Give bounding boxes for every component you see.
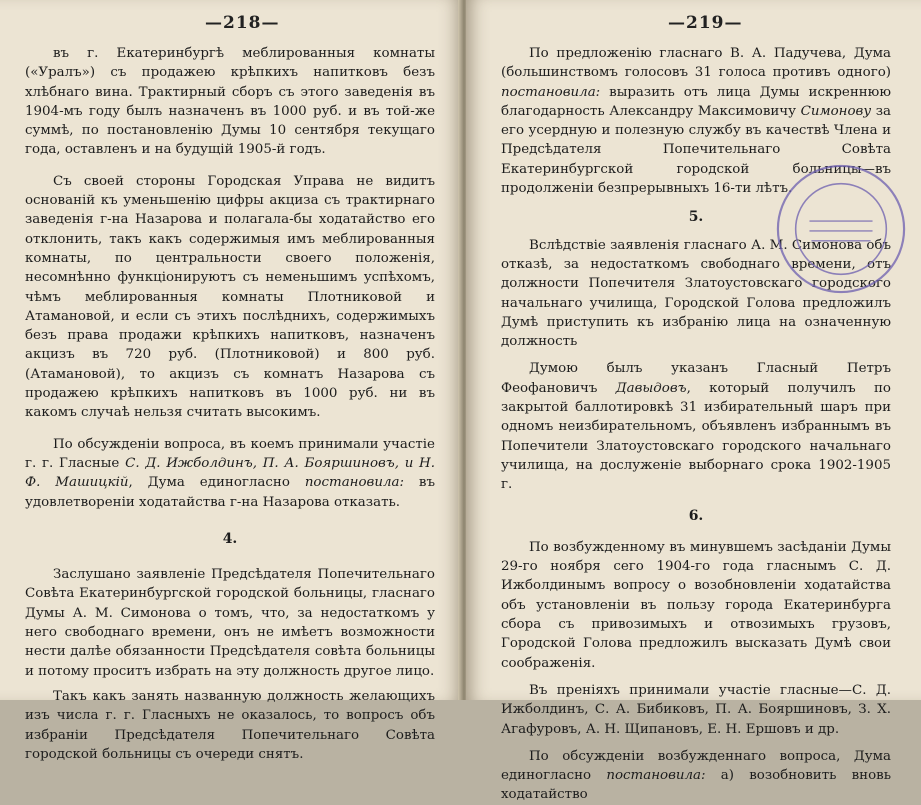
text-block [25,44,435,512]
page-number: —219— [668,13,743,33]
text-run: за его усердную и полезную службу въ качествѣ Члена и Предсѣдателя Попечительнаго Совѣта Екатеринбургской городской больницы—въ продолженіи безпрерывныхъ 16-ти лѣтъ. [501,103,891,197]
text-run: въ г. Екатеринбургѣ меблированныя комнаты («Уралъ») съ продажею крѣпкихъ напитковъ безъ хлѣбнаго вина. Трактирный сборъ съ этого заведенія въ 1904-мъ году былъ назначенъ въ 1000 руб. и въ той-же суммѣ, по постановленію Думы 10 сентября текущаго года, оставленъ и на будущій 1905-й годъ. [25,46,435,158]
page-number: —218— [205,13,280,33]
text-run: По обсужденіи возбужденнаго вопроса, Дума единогласно [501,748,891,784]
text-run: , Дума единогласно [128,475,305,491]
italic-text: Симонову [800,103,872,119]
section-number: 5. [688,209,704,226]
text-run: , который получилъ по закрытой баллотировкѣ 31 избирательный шаръ при одномъ неизбирательномъ, объявленъ избраннымъ въ Попечители Златоустовскаго городского начальнаго училища, на дослуженіе выборнаго срока 1902-1905 г. [501,380,891,493]
italic-text: постановила: [304,475,404,491]
paragraph [25,435,435,512]
text-run: По предложенію гласнаго В. А. Падучева, Дума (большинствомъ голосовъ 31 голоса противъ одного) [501,46,891,81]
left-page-text [25,44,435,764]
text-run: Такъ какъ занять названную должность желающихъ изъ числа г. г. Гласныхъ не оказалось, то вопросъ объ избраніи Предсѣдателя Попечительнаго Совѣта городской больницы съ очереди снятъ. [25,688,435,762]
text-run: Съ своей стороны Городская Управа не видитъ основаній къ уменьшенію цифры акциза съ трактирнаго заведенія г-на Назарова и полагала-бы ходатайство его отклонить, такъ какъ содержимыя имъ меблированныя комнаты, по центральности своего положенія, несомнѣнно функціонируютъ съ неменьшимъ успѣхомъ, чѣмъ меблированныя комнаты Плотниковой и Атамановой, и если съ этихъ послѣднихъ, содержимыхъ безъ права продажи крѣпкихъ напитковъ, назначенъ акцизъ въ 720 руб. (Плотниковой) и 800 руб. (Атамановой), то акцизъ съ комнатъ Назарова съ продажею крѣпкихъ напитковъ въ 1000 руб. ни въ какомъ случаѣ нельзя считать высокимъ. [25,173,435,421]
text-run: Заслушано заявленіе Предсѣдателя Попечительнаго Совѣта Екатеринбургской городской больницы, гласнаго Думы А. М. Симонова о томъ, что, за недостаткомъ у него свободнаго времени, онъ не имѣетъ возможности нести далѣе обязанности Предсѣдателя совѣта больницы и потому проситъ избрать на эту должность другое лицо. [25,567,435,679]
paragraph [501,359,891,494]
paragraph [25,172,435,423]
section-number: 4. [222,530,238,547]
right-page [466,0,921,803]
italic-text: постановила: [501,84,601,100]
institute-stamp-icon [772,160,910,298]
paragraph [501,538,891,673]
paragraph [25,687,435,764]
paragraph [501,747,891,805]
text-run: Думою былъ указанъ Гласный Петръ Феофановичъ [501,361,891,396]
right-page-text [501,44,891,805]
text-run: Вслѣдствіе заявленія гласнаго А. М. Симонова объ отказѣ, за недостаткомъ свободнаго времени, отъ должности Попечителя Златоустовскаго городского начальнаго училища, Городской Голова предложилъ Думѣ приступить къ избранію лица на означенную должность [501,237,891,350]
text-run: выразить отъ лица Думы искреннюю благодарность Александру Максимовичу [501,84,891,119]
paragraph [25,565,435,681]
italic-text: С. Д. Ижболдинъ, П. А. Бояршиновъ, и Н. Ф. Машицкій [25,455,435,491]
italic-text: постановила: [606,768,706,784]
section-number: 6. [688,507,704,524]
left-page [0,0,462,762]
text-run: а) возобновить вновь ходатайство [501,768,891,803]
paragraph [501,681,891,739]
text-block [25,565,435,764]
paragraph [25,44,435,160]
text-block [501,538,891,805]
text-run: По возбужденному въ минувшемъ засѣданіи Думы 29-го ноября сего 1904-го года гласнымъ С. Д. Ижболдинымъ вопросу о возобновленіи ходатайства объ установленіи въ пользу города Екатеринбурга сбора съ привозимыхъ и отвозимыхъ грузовъ, Городской Голова предложилъ высказать Думѣ свои соображенія. [501,539,891,671]
text-run: въ удовлетвореніи ходатайства г-на Назарова отказать. [25,475,435,510]
italic-text: Давыдовъ [615,380,687,396]
text-run: По обсужденіи вопроса, въ коемъ принимали участіе г. г. Гласные [25,436,435,471]
text-run: Въ преніяхъ принимали участіе гласные—С. Д. Ижболдинъ, С. А. Бибиковъ, П. А. Бояршиновъ, З. Х. Агафуровъ, А. Н. Щипановъ, Е. Н. Ершовъ и др. [501,682,891,737]
